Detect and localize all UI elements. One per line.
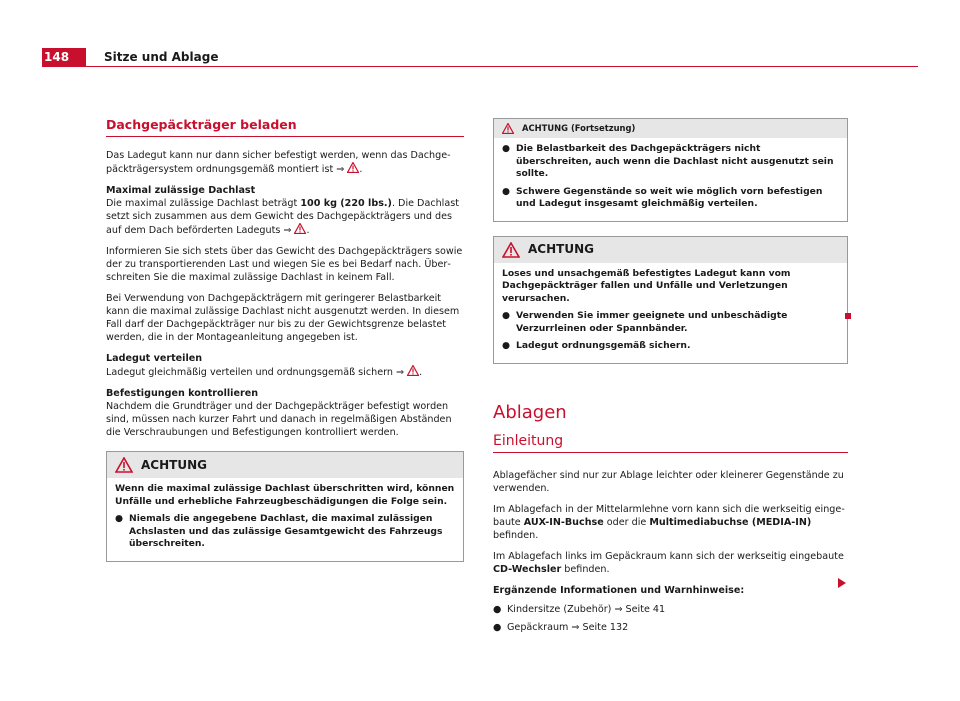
right-column: [493, 118, 848, 639]
page-number: 148: [42, 48, 86, 67]
warning-continued-title: ACHTUNG (Fortsetzung): [522, 123, 636, 133]
warning-box-2-body: [494, 263, 847, 363]
warning-box-2: [493, 236, 848, 364]
chapter-heading: Ablagen: [493, 401, 567, 423]
list-item: ● Verwenden Sie immer geeignete und unbeschädigte Verzurrleinen oder Spannbänder.: [502, 310, 788, 334]
link-item[interactable]: ● Gepäckraum ⇒ Seite 132: [493, 621, 629, 633]
armrest-paragraph: Im Ablagefach in der Mittelarmlehne vorn kann sich die werkseitig eingebaute AUX-IN-Buchse oder die Multimediabuchse (MEDIA-IN) befinden.: [493, 503, 845, 541]
warning-continued-header: [494, 119, 847, 138]
warning-box-header: [107, 452, 463, 478]
link-item[interactable]: ● Kindersitze (Zubehör) ⇒ Seite 41: [493, 603, 666, 615]
subheading-info: Ergänzende Informationen und Warnhinweise:: [493, 584, 745, 596]
distribute-paragraph: Ladegut gleichmäßig verteilen und ordnungsgemäß sichern ⇒ .: [106, 367, 423, 378]
warning-text: Wenn die maximal zulässige Dachlast überschritten wird, können Unfälle und erhebliche Fahrzeugbeschädigungen die Folge sein.: [115, 483, 455, 507]
chapter-title: Sitze und Ablage: [104, 50, 219, 64]
warning-icon: [502, 123, 514, 134]
list-item: ● Ladegut ordnungsgemäß sichern.: [502, 340, 691, 351]
check-paragraph: Nachdem die Grundträger und der Dachgepäckträger befestigt worden sind, müssen nach kurzer Fahrt und danach in regelmäßigen Abständen die Verschraubungen und Befestigungen kontrolliert werden.: [106, 401, 452, 438]
continue-arrow-icon: [838, 578, 846, 588]
max-load-paragraph: Die maximal zulässige Dachlast beträgt 100 kg (220 lbs.). Die Dachlast setzt sich zusammen aus dem Gewicht des Dachgepäckträgers und des auf dem Dach beförderten Ladeguts ⇒ .: [106, 198, 459, 236]
list-item: ● Schwere Gegenstände so weit wie möglich vorn befestigen und Ladegut insgesamt gleichmäßig verteilen.: [502, 185, 823, 209]
intro-paragraph: Das Ladegut kann nur dann sicher befestigt werden, wenn das Dachgepäckträgersystem ordnungsgemäß montiert ist ⇒ .: [106, 150, 451, 175]
section-end-marker: [845, 313, 851, 319]
left-column: [106, 118, 464, 562]
warning-continued-body: [494, 138, 847, 221]
warning-continued-box: [493, 118, 848, 222]
section-heading: Dachgepäckträger beladen: [106, 118, 464, 137]
storage-paragraph: Ablagefächer sind nur zur Ablage leichter oder kleinerer Gegenstände zu verwenden.: [493, 469, 844, 494]
list-item: ● Die Belastbarkeit des Dachgepäckträgers nicht überschreiten, auch wenn die Dachlast nicht ausgenutzt sein sollte.: [502, 143, 834, 179]
capacity-paragraph: Bei Verwendung von Dachgepäckträgern mit geringerer Belastbarkeit kann die maximal zulässige Dachlast nicht ausgenutzt werden. In diesem Fall darf der Dachgepäckträger nur bis zu der Gewichtsgrenze belastet werden, die in der Montageanleitung angegeben ist.: [106, 293, 460, 343]
list-item: ● Niemals die angegebene Dachlast, die maximal zulässigen Achslasten und das zulässige Gesamtgewicht des Fahrzeugs überschreiten.: [115, 513, 443, 549]
warning-2-title: ACHTUNG: [528, 242, 594, 256]
warning-2-text: Loses und unsachgemäß befestigtes Ladegut kann vom Dachgepäckträger fallen und Unfälle und Verletzungen verursachen.: [502, 267, 791, 304]
warning-box-2-header: [494, 237, 847, 263]
page-header: [42, 48, 918, 68]
warning-box-body: [107, 478, 463, 561]
warning-icon[interactable]: [407, 365, 419, 376]
subheading-max-load: Maximal zulässige Dachlast: [106, 185, 256, 196]
warning-icon: [502, 242, 520, 258]
luggage-paragraph: Im Ablagefach links im Gepäckraum kann sich der werkseitig eingebaute CD-Wechsler befinden.: [493, 550, 844, 575]
warning-icon: [115, 457, 133, 473]
weight-paragraph: Informieren Sie sich stets über das Gewicht des Dachgepäckträgers sowie der zu transportierenden Last und wiegen Sie es bei Bedarf nach. Überschreiten Sie die maximal zulässige Dachlast in keinem Fall.: [106, 246, 463, 283]
warning-icon[interactable]: [294, 223, 306, 234]
subheading-check: Befestigungen kontrollieren: [106, 388, 259, 399]
subheading-distribute: Ladegut verteilen: [106, 353, 203, 364]
warning-title: ACHTUNG: [141, 457, 207, 472]
header-rule: [86, 66, 918, 67]
section-heading: Einleitung: [493, 435, 848, 453]
warning-icon[interactable]: [347, 162, 359, 173]
warning-box: [106, 451, 464, 562]
